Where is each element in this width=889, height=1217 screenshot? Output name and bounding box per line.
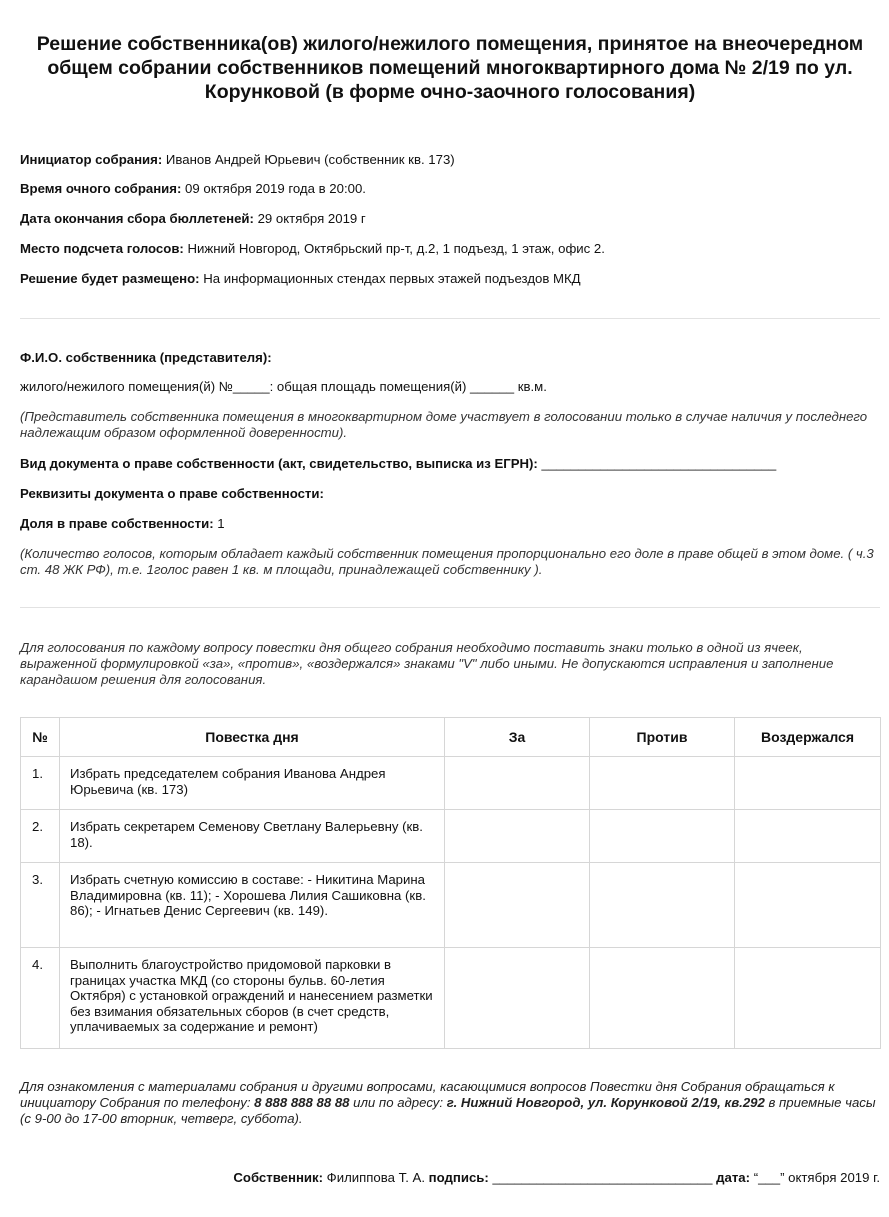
- divider: [20, 607, 880, 608]
- vote-for-cell[interactable]: [445, 757, 590, 810]
- signature-blank[interactable]: ______________________________: [488, 1170, 717, 1185]
- ownership-share-label: Доля в праве собственности:: [20, 516, 214, 531]
- premises-line: жилого/нежилого помещения(й) №_____: общая площадь помещения(й) ______ кв.м.: [20, 379, 547, 394]
- row-number: 1.: [21, 757, 60, 810]
- contact-note: [20, 1079, 880, 1127]
- count-place-value: Нижний Новгород, Октябрьский пр-т, д.2, 1 подъезд, 1 этаж, офис 2.: [183, 241, 605, 256]
- contact-text: или по адресу:: [349, 1095, 447, 1110]
- contact-text: в приемные часы (с 9-00 до 17-00 вторник, четверг, суббота).: [20, 1095, 876, 1126]
- ownership-doc-type-blank: ________________________________: [537, 456, 777, 471]
- ownership-share-value: 1: [213, 516, 225, 531]
- table-row: [21, 863, 881, 948]
- header-for: За: [445, 718, 590, 757]
- ownership-doc-type-line: [20, 456, 880, 472]
- votes-note: (Количество голосов, которым обладает каждый собственник помещения пропорционально его доле в праве общей в этом доме. ( ч.3 ст. 48 ЖК РФ), т.е. 1голос равен 1 кв. м площади, принадлежащей собственнику ).: [20, 546, 874, 577]
- representative-note: (Представитель собственника помещения в многоквартирном доме участвует в голосовании только в случае наличия у последнего надлежащим образом оформленной доверенности).: [20, 409, 868, 440]
- agenda-header-row: [21, 718, 881, 757]
- agenda-table: [20, 717, 881, 1049]
- vote-against-cell[interactable]: [590, 863, 735, 948]
- initiator-value: Иванов Андрей Юрьевич (собственник кв. 173): [162, 152, 455, 167]
- divider: [20, 318, 880, 319]
- agenda-item-text: Выполнить благоустройство придомовой парковки в границах участка МКД (со стороны бульв. 60-летия Октября) с установкой ограждений и нанесением разметки без взимания обязательных сборов (в счет средств, уплачиваемых за содержание и ремонт): [60, 948, 445, 1049]
- initiator-line: [20, 152, 880, 168]
- voting-instructions: Для голосования по каждому вопросу повестки дня общего собрания необходимо поставить знаки только в одной из ячеек, выраженной формулировкой «за», «против», «воздержался» знаками "V" либо иными. Не допускаются исправления и заполнение карандашом решения для голосования.: [20, 640, 834, 687]
- header-abstain: Воздержался: [735, 718, 881, 757]
- initiator-label: Инициатор собрания:: [20, 152, 163, 167]
- agenda-item-text: Избрать председателем собрания Иванова Андрея Юрьевича (кв. 173): [60, 757, 445, 810]
- ownership-share-line: [20, 516, 880, 532]
- meeting-time-line: [20, 181, 880, 197]
- contact-text: Для ознакомления с материалами собрания и другими вопросами, касающимися вопросов Повестки дня Собрания обращаться к инициатору Собрания по телефону:: [20, 1079, 835, 1110]
- vote-abstain-cell[interactable]: [735, 757, 881, 810]
- count-place-line: [20, 241, 880, 257]
- decision-posted-line: [20, 271, 880, 287]
- ballot-end-value: 29 октября 2019 г: [253, 211, 366, 226]
- table-row: [21, 948, 881, 1049]
- vote-abstain-cell[interactable]: [735, 948, 881, 1049]
- owner-fio-label: Ф.И.О. собственника (представителя):: [20, 350, 272, 365]
- ballot-end-label: Дата окончания сбора бюллетеней:: [20, 211, 254, 226]
- table-row: [21, 757, 881, 810]
- ownership-doc-details-line: [20, 486, 880, 502]
- ownership-doc-details-label: Реквизиты документа о праве собственности:: [20, 486, 324, 501]
- vote-for-cell[interactable]: [445, 863, 590, 948]
- vote-against-cell[interactable]: [590, 948, 735, 1049]
- owner-name: Филиппова Т. А.: [323, 1170, 429, 1185]
- row-number: 2.: [21, 810, 60, 863]
- owner-label: Собственник:: [233, 1170, 324, 1185]
- document-title: Решение собственника(ов) жилого/нежилого помещения, принятое на внеочередном общем собрании собственников помещений многоквартирного дома № 2/19 по ул. Корунковой (в форме очно-заочного голосования): [36, 33, 864, 103]
- table-row: [21, 810, 881, 863]
- signature-line: [233, 1170, 880, 1185]
- vote-abstain-cell[interactable]: [735, 810, 881, 863]
- count-place-label: Место подсчета голосов:: [20, 241, 184, 256]
- row-number: 4.: [21, 948, 60, 1049]
- row-number: 3.: [21, 863, 60, 948]
- contact-address: г. Нижний Новгород, ул. Корунковой 2/19, кв.292: [446, 1095, 765, 1110]
- vote-against-cell[interactable]: [590, 757, 735, 810]
- meeting-time-label: Время очного собрания:: [20, 181, 182, 196]
- header-agenda: Повестка дня: [60, 718, 445, 757]
- contact-phone: 8 888 888 88 88: [254, 1095, 350, 1110]
- decision-posted-label: Решение будет размещено:: [20, 271, 200, 286]
- vote-for-cell[interactable]: [445, 810, 590, 863]
- signature-label: подпись:: [428, 1170, 489, 1185]
- vote-against-cell[interactable]: [590, 810, 735, 863]
- decision-posted-value: На информационных стендах первых этажей подъездов МКД: [199, 271, 581, 286]
- header-against: Против: [590, 718, 735, 757]
- date-value: “___” октября 2019 г.: [750, 1170, 880, 1185]
- date-label: дата:: [716, 1170, 751, 1185]
- vote-for-cell[interactable]: [445, 948, 590, 1049]
- header-number: №: [21, 718, 60, 757]
- vote-abstain-cell[interactable]: [735, 863, 881, 948]
- ballot-end-line: [20, 211, 880, 227]
- agenda-item-text: Избрать секретарем Семенову Светлану Валерьевну (кв. 18).: [60, 810, 445, 863]
- meeting-time-value: 09 октября 2019 года в 20:00.: [181, 181, 366, 196]
- agenda-item-text: Избрать счетную комиссию в составе: - Никитина Марина Владимировна (кв. 11); - Хорошева Лилия Сашиковна (кв. 86); - Игнатьев Денис Сергеевич (кв. 149).: [60, 863, 445, 948]
- owner-fio-line: [20, 350, 880, 366]
- ownership-doc-type-label: Вид документа о праве собственности (акт, свидетельство, выписка из ЕГРН):: [20, 456, 538, 471]
